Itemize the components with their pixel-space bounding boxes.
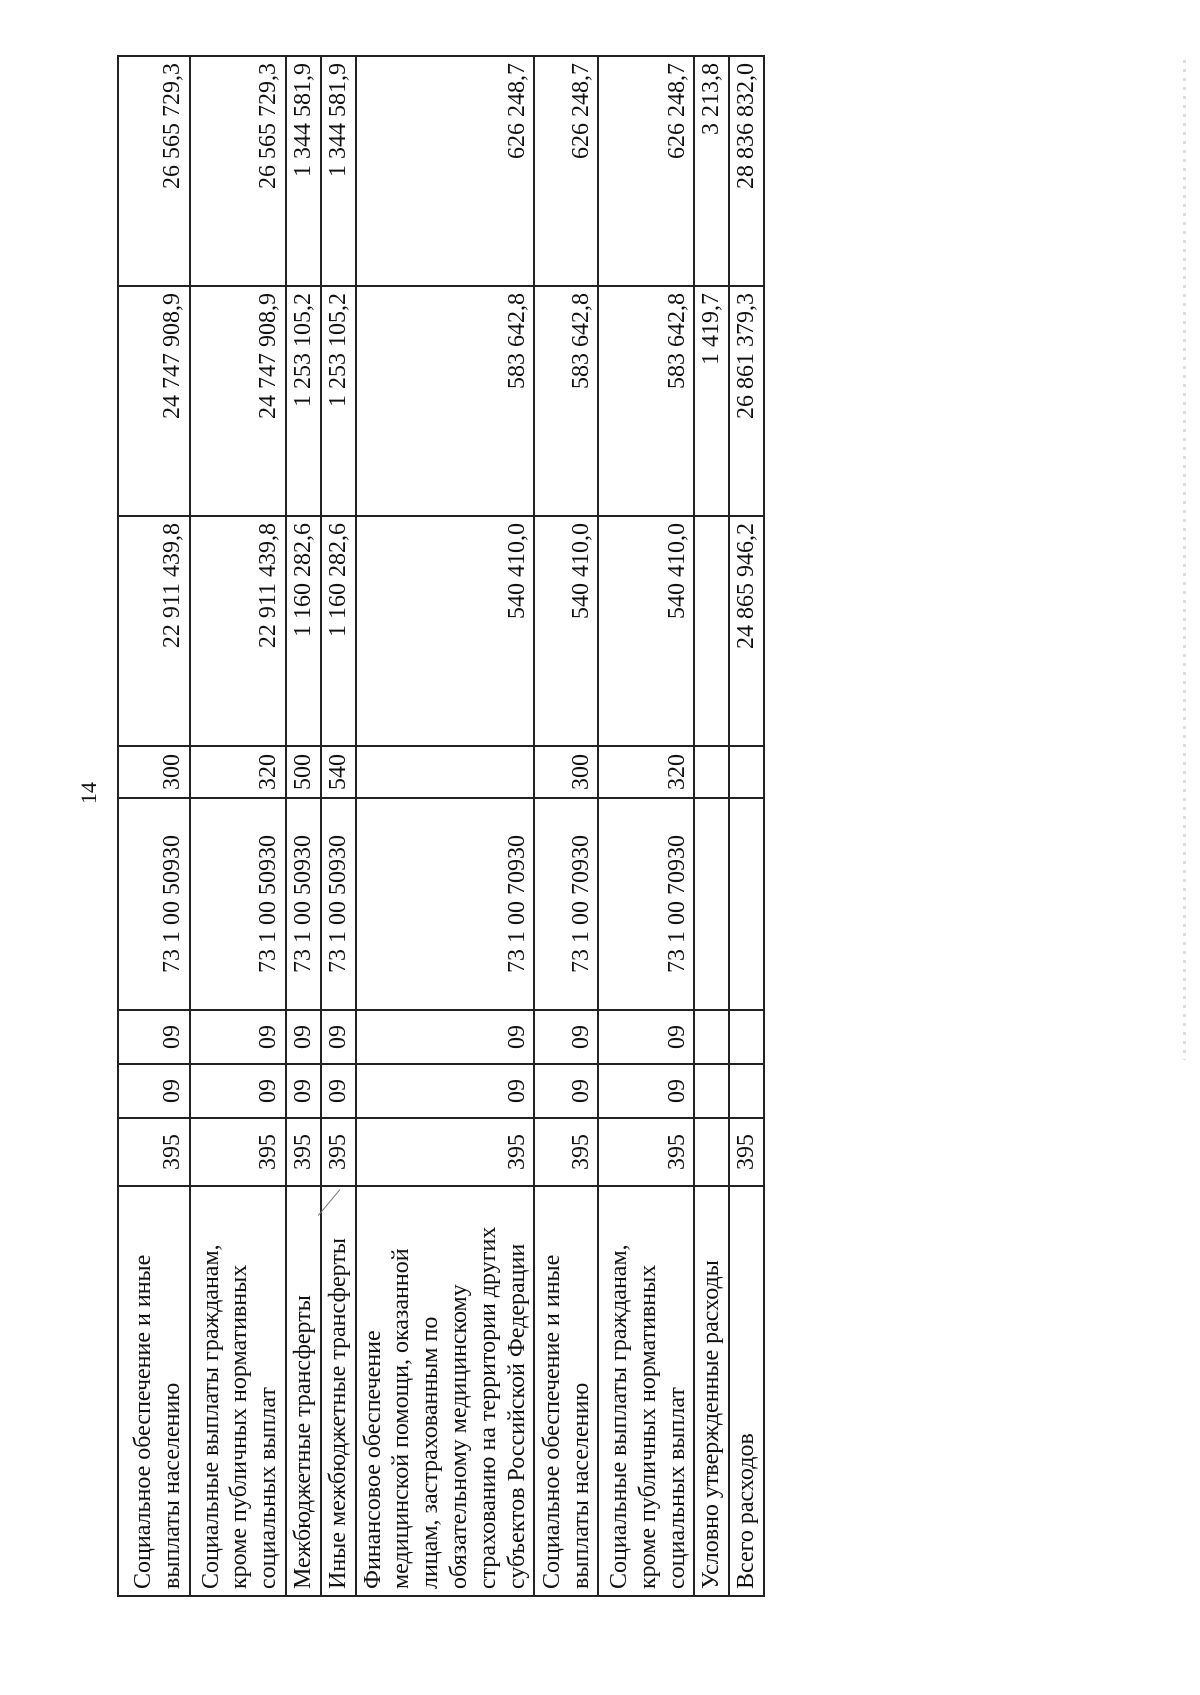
expense-type-code: 540 xyxy=(321,746,356,798)
section-code: 09 xyxy=(190,1064,286,1118)
target-article-code: 73 1 00 50930 xyxy=(190,798,286,1010)
amount-year-3: 626 248,7 xyxy=(534,56,598,286)
section-code: 09 xyxy=(534,1064,598,1118)
grbs-code xyxy=(694,1118,729,1186)
amount-year-1: 540 410,0 xyxy=(356,516,535,746)
table-row xyxy=(118,56,190,1596)
target-article-code: 73 1 00 70930 xyxy=(356,798,535,1010)
amount-year-2: 1 419,7 xyxy=(694,286,729,516)
amount-year-2: 24 747 908,9 xyxy=(190,286,286,516)
row-name: Социальное обеспечение и иные выплаты населению xyxy=(118,1186,190,1596)
table-row xyxy=(190,56,286,1596)
expense-type-code xyxy=(729,746,764,798)
section-code xyxy=(729,1064,764,1118)
row-name: Всего расходов xyxy=(729,1186,764,1596)
table-row xyxy=(321,56,356,1596)
subsection-code: 09 xyxy=(321,1010,356,1064)
amount-year-1: 22 911 439,8 xyxy=(190,516,286,746)
target-article-code: 73 1 00 50930 xyxy=(118,798,190,1010)
subsection-code: 09 xyxy=(118,1010,190,1064)
subsection-code xyxy=(729,1010,764,1064)
amount-year-3: 26 565 729,3 xyxy=(118,56,190,286)
amount-year-3: 1 344 581,9 xyxy=(286,56,321,286)
subsection-code xyxy=(694,1010,729,1064)
section-code: 09 xyxy=(118,1064,190,1118)
target-article-code: 73 1 00 50930 xyxy=(321,798,356,1010)
budget-table-container xyxy=(117,57,760,1597)
grbs-code: 395 xyxy=(598,1118,694,1186)
amount-year-3: 28 836 832,0 xyxy=(729,56,764,286)
table-row xyxy=(534,56,598,1596)
grbs-code: 395 xyxy=(286,1118,321,1186)
expense-type-code: 320 xyxy=(598,746,694,798)
row-name: Иные межбюджетные трансферты xyxy=(321,1186,356,1596)
amount-year-2: 583 642,8 xyxy=(598,286,694,516)
expense-type-code: 300 xyxy=(534,746,598,798)
amount-year-1: 540 410,0 xyxy=(534,516,598,746)
target-article-code: 73 1 00 50930 xyxy=(286,798,321,1010)
grbs-code: 395 xyxy=(356,1118,535,1186)
row-name: Социальные выплаты гражданам, кроме публичных нормативных социальных выплат xyxy=(190,1186,286,1596)
expense-type-code xyxy=(356,746,535,798)
grbs-code: 395 xyxy=(190,1118,286,1186)
grbs-code: 395 xyxy=(118,1118,190,1186)
section-code: 09 xyxy=(321,1064,356,1118)
amount-year-2: 26 861 379,3 xyxy=(729,286,764,516)
section-code xyxy=(694,1064,729,1118)
expense-type-code: 320 xyxy=(190,746,286,798)
section-code: 09 xyxy=(286,1064,321,1118)
amount-year-1: 540 410,0 xyxy=(598,516,694,746)
table-row xyxy=(356,56,535,1596)
subsection-code: 09 xyxy=(286,1010,321,1064)
subsection-code: 09 xyxy=(356,1010,535,1064)
amount-year-2: 583 642,8 xyxy=(534,286,598,516)
amount-year-2: 1 253 105,2 xyxy=(286,286,321,516)
amount-year-3: 26 565 729,3 xyxy=(190,56,286,286)
amount-year-3: 1 344 581,9 xyxy=(321,56,356,286)
row-name: Социальное обеспечение и иные выплаты населению xyxy=(534,1186,598,1596)
row-name: Условно утвержденные расходы xyxy=(694,1186,729,1596)
section-code: 09 xyxy=(356,1064,535,1118)
amount-year-3: 3 213,8 xyxy=(694,56,729,286)
amount-year-2: 583 642,8 xyxy=(356,286,535,516)
amount-year-1: 24 865 946,2 xyxy=(729,516,764,746)
grbs-code: 395 xyxy=(729,1118,764,1186)
subsection-code: 09 xyxy=(190,1010,286,1064)
amount-year-3: 626 248,7 xyxy=(598,56,694,286)
amount-year-3: 626 248,7 xyxy=(356,56,535,286)
table-row xyxy=(598,56,694,1596)
amount-year-1: 1 160 282,6 xyxy=(286,516,321,746)
section-code: 09 xyxy=(598,1064,694,1118)
grbs-code: 395 xyxy=(534,1118,598,1186)
target-article-code: 73 1 00 70930 xyxy=(598,798,694,1010)
amount-year-2: 1 253 105,2 xyxy=(321,286,356,516)
page-number: 14 xyxy=(76,782,101,804)
table-row xyxy=(286,56,321,1596)
budget-table xyxy=(117,55,765,1597)
expense-type-code xyxy=(694,746,729,798)
subsection-code: 09 xyxy=(598,1010,694,1064)
target-article-code xyxy=(729,798,764,1010)
grbs-code: 395 xyxy=(321,1118,356,1186)
table-row-total xyxy=(729,56,764,1596)
target-article-code: 73 1 00 70930 xyxy=(534,798,598,1010)
amount-year-2: 24 747 908,9 xyxy=(118,286,190,516)
amount-year-1: 1 160 282,6 xyxy=(321,516,356,746)
subsection-code: 09 xyxy=(534,1010,598,1064)
row-name: Межбюджетные трансферты xyxy=(286,1186,321,1596)
amount-year-1: 22 911 439,8 xyxy=(118,516,190,746)
expense-type-code: 500 xyxy=(286,746,321,798)
scan-edge-noise xyxy=(1183,60,1186,1060)
expense-type-code: 300 xyxy=(118,746,190,798)
table-row xyxy=(694,56,729,1596)
amount-year-1 xyxy=(694,516,729,746)
target-article-code xyxy=(694,798,729,1010)
row-name: Финансовое обеспечение медицинской помощи, оказанной лицам, застрахованным по обязательному медицинскому страхованию на территории других субъектов Российской Федерации xyxy=(356,1186,535,1596)
row-name: Социальные выплаты гражданам, кроме публичных нормативных социальных выплат xyxy=(598,1186,694,1596)
